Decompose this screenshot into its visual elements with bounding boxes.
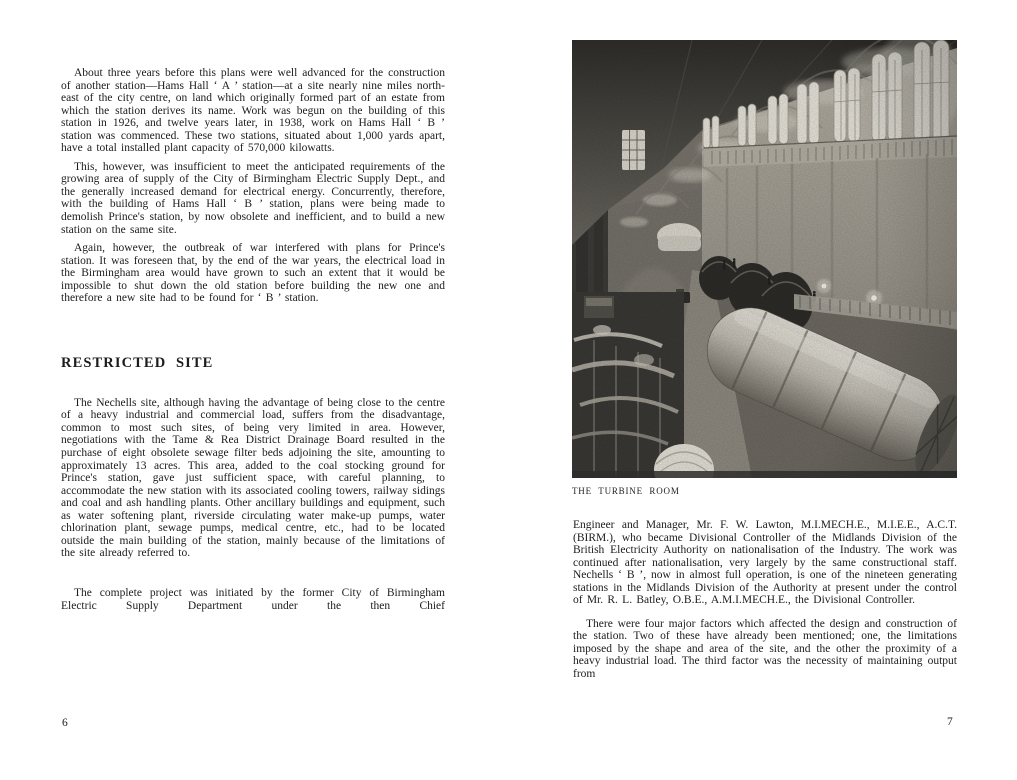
paragraph-complete-project: The complete project was initiated by the former City of Birmingham Electric Supply Department under the then Chief <box>61 586 445 612</box>
page-number-left: 6 <box>62 717 68 729</box>
paragraph-hams-hall: About three years before this plans were well advanced for the construction of another station—Hams Hall ‘ A ’ station—at a site nearly nine miles north-east of the city centre, on land which originally formed part of an estate from which the station derives its name. Work was begun on the building of this station in 1926, and twelve years later, in 1938, work on Hams Hall ‘ B ’ station was commenced. These two stations, situated about 1,000 yards apart, have a total installed plant capacity of 570,000 kilowatts. <box>61 67 445 155</box>
paragraph-nechells-site: The Nechells site, although having the advantage of being close to the centre of a heavy industrial and commercial load, suffers from the disadvantage, common to most such sites, of being very limited in area. However, negotiations with the Tame & Rea District Drainage Board resulted in the purchase of eight obsolete sewage filter beds adjoining the site, amounting to approximately 13 acres. This area, added to the coal stocking ground for Prince's station, gave just sufficient space, with careful planning, to accommodate the new station with its associated cooling towers, railway sidings and coal and ash handling plants. Other ancillary buildings and equipment, such as water softening plant, riverside circulating water make-up pumps, water chlorination plant, sewage pumps, medical centre, etc., had to be located outside the main building of the station, mainly because of the limitations of the site already referred to. <box>61 396 445 560</box>
turbine-room-illustration <box>572 40 957 478</box>
paragraph-engineer-manager: Engineer and Manager, Mr. F. W. Lawton, M.I.MECH.E., M.I.E.E., A.C.T.(BIRM.), who became Divisional Controller of the Midlands Division of the British Electricity Authority on nationalisation of the Industry. The work was continued after nationalisation, very largely by the same constructional staff. Nechells ‘ B ’, now in almost full operation, is one of the nineteen generating stations in the Midlands Division of the Authority at present under the control of Mr. R. L. Batley, O.B.E., A.M.I.MECH.E., the Divisional Controller. <box>573 519 957 607</box>
page-number-right: 7 <box>947 716 953 728</box>
turbine-room-photo <box>572 40 957 497</box>
section-heading-restricted-site: RESTRICTED SITE <box>61 354 214 371</box>
paragraph-insufficient: This, however, was insufficient to meet the anticipated requirements of the growing area of supply of the City of Birmingham Electric Supply Dept., and the generally increased demand for electrical energy. Concurrently, therefore, with the building of Hams Hall ‘ B ’ station, plans were being made to demolish Prince's station, by now obsolete and inefficient, and to build a new station on the same site. <box>61 160 445 236</box>
right-page <box>573 519 957 687</box>
paragraph-outbreak-of-war: Again, however, the outbreak of war interfered with plans for Prince's station. It was foreseen that, by the end of the war years, the electrical load in the Birmingham area would have grown to such an extent that it would be impossible to shut down the old station before building the new one and therefore a new site had to be found for ‘ B ’ station. <box>61 242 445 305</box>
paragraph-four-factors: There were four major factors which affected the design and construction of the station. Two of these have already been mentioned; one, the limitations imposed by the shape and area of the site, and the other the proximity of a heavy industrial load. The third factor was the necessity of maintaining output from <box>573 617 957 681</box>
photo-caption: THE TURBINE ROOM <box>572 486 680 496</box>
left-page <box>61 67 445 618</box>
